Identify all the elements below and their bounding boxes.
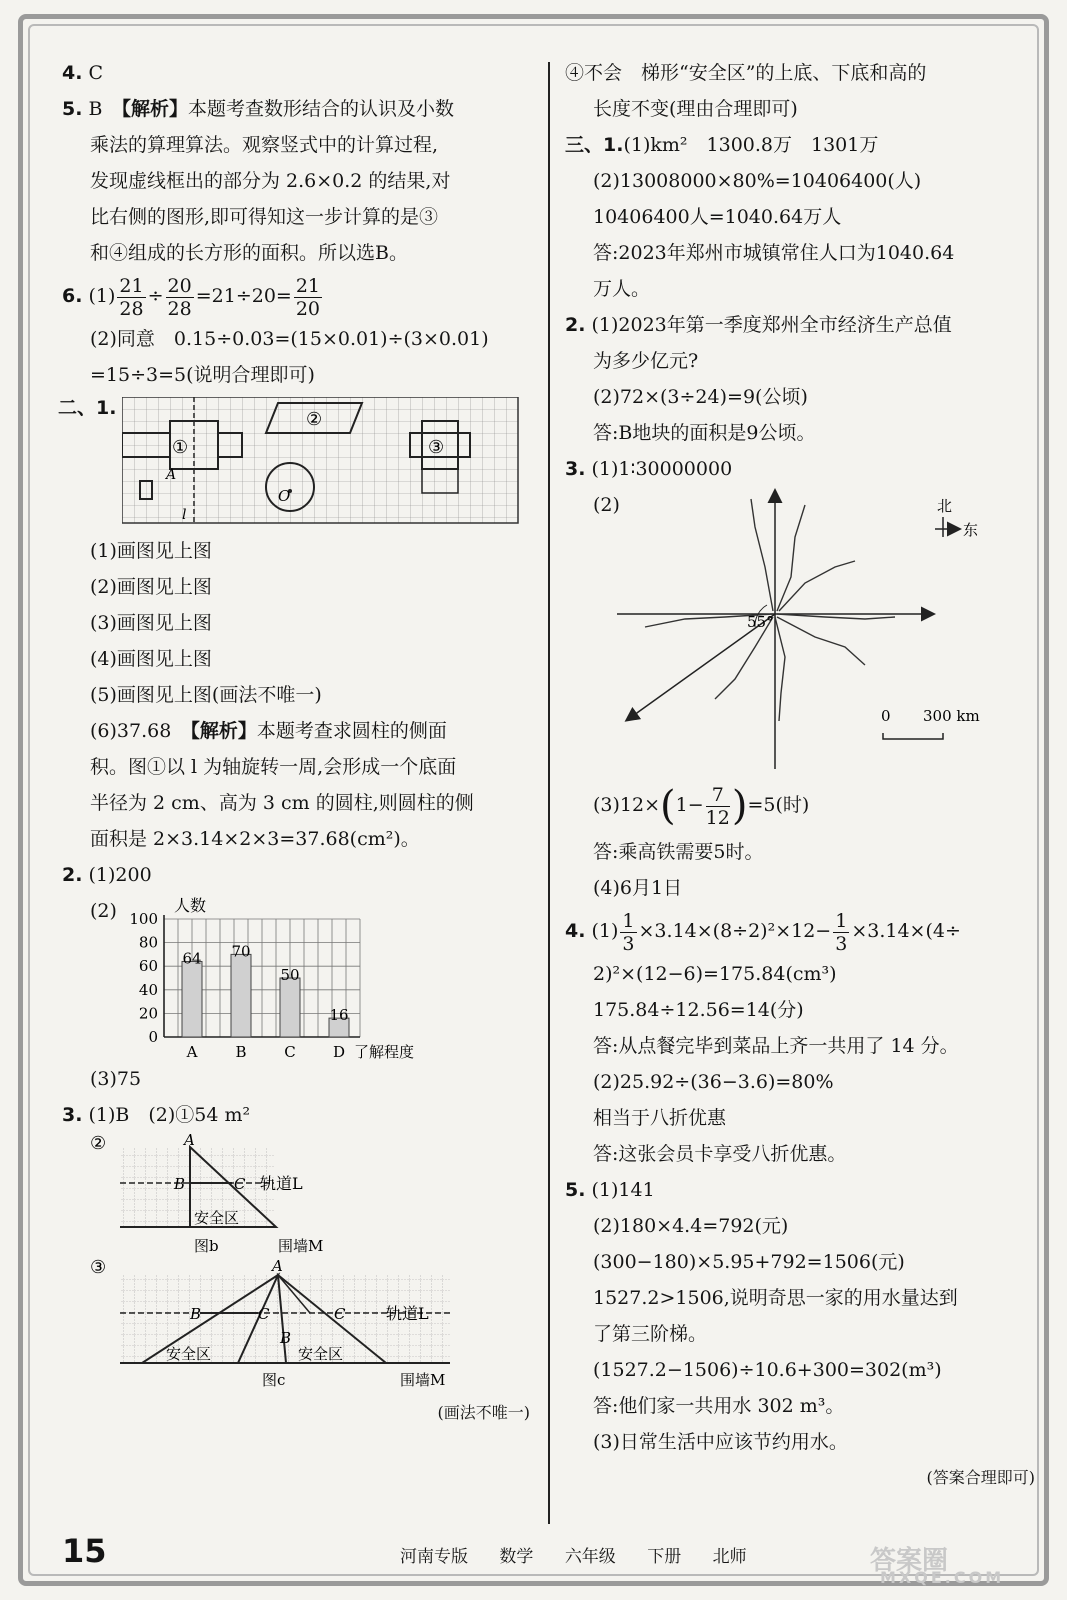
point-c-label: C bbox=[258, 1305, 270, 1323]
grade-label: 六年级 bbox=[564, 1547, 616, 1567]
point-b-label: B bbox=[174, 1175, 186, 1193]
page-number: 15 bbox=[62, 1532, 107, 1570]
y-tick-label: 100 bbox=[129, 910, 158, 928]
east-label: 东 bbox=[963, 521, 979, 539]
text: ×3.14×(4÷ bbox=[851, 920, 961, 942]
text-line: 半径为 2 cm、高为 3 cm 的圆柱,则圆柱的侧 bbox=[90, 792, 474, 814]
x-axis-label: 了解程度 bbox=[354, 1043, 415, 1061]
text-line: (2)画图见上图 bbox=[90, 576, 212, 598]
text-line: 答:他们家一共用水 302 m³。 bbox=[593, 1395, 845, 1417]
edition-label: 河南专版 bbox=[400, 1547, 468, 1567]
bar-value-label: 70 bbox=[231, 942, 251, 961]
text-line: 1527.2>1506,说明奇思一家的用水量达到 bbox=[593, 1287, 958, 1309]
answer-3-label: 3. bbox=[62, 1104, 83, 1126]
answer-label: 2. bbox=[565, 314, 586, 336]
watermark-url: MXQE.COM bbox=[880, 1568, 1005, 1587]
text-line: (1527.2−1506)÷10.6+300=302(m³) bbox=[593, 1359, 942, 1381]
figure-2-label: ② bbox=[306, 409, 323, 430]
x-tick-label: C bbox=[284, 1043, 296, 1061]
figure-b-caption: 图b bbox=[194, 1237, 219, 1255]
text-line: 答:乘高铁需要5时。 bbox=[593, 841, 764, 863]
grid-figure bbox=[122, 397, 522, 527]
text: =5(时) bbox=[747, 794, 810, 816]
section-3 bbox=[565, 127, 1035, 307]
text-line: (2)25.92÷(36−3.6)=80% bbox=[593, 1071, 834, 1093]
text-line: 本题考查数形结合的认识及小数 bbox=[188, 98, 455, 120]
answer-label: 3. bbox=[565, 458, 586, 480]
rail-map bbox=[605, 487, 1045, 777]
answer-2-label: 2. bbox=[62, 864, 83, 886]
answer-5: 5. B 【解析】本题考查数形结合的认识及小数 乘法的算理算法。观察竖式中的计算过程, 发现虚线框出的部分为 2.6×0.2 的结果,对 比右侧的图形,即可得知这一步计算的是③ 和④组成的长方形的面积。所以选B。 bbox=[62, 91, 530, 271]
answer-6: 6. (1) $\frac{21}{28}$ ÷ $\frac{20}{28}$ =21÷20= $\frac{21}{20}$ (2)同意 0.15÷0.03=(15×0.01)÷(3×0.01) =15÷3=5(说明合理即可) bbox=[62, 271, 530, 393]
text-line: =15÷3=5(说明合理即可) bbox=[90, 364, 315, 386]
text-line: (300−180)×5.95+792=1506(元) bbox=[593, 1251, 905, 1273]
text: =21÷20= bbox=[195, 285, 292, 307]
text-line: 相当于八折优惠 bbox=[593, 1107, 727, 1129]
safe-zone-label: 安全区 bbox=[194, 1209, 240, 1227]
bar bbox=[280, 978, 300, 1037]
wall-label: 围墙M bbox=[278, 1237, 324, 1255]
text-line: 10406400人=1040.64万人 bbox=[593, 206, 842, 228]
text-line: 答:这张会员卡享受八折优惠。 bbox=[593, 1143, 847, 1165]
text-line: (2)同意 0.15÷0.03=(15×0.01)÷(3×0.01) bbox=[90, 328, 489, 350]
text: (1) bbox=[88, 285, 116, 307]
text: 本题考查求圆柱的侧面 bbox=[256, 720, 447, 742]
text: (1)1∶30000000 bbox=[591, 458, 733, 480]
text-line: 积。图①以 l 为轴旋转一周,会形成一个底面 bbox=[90, 756, 457, 778]
bar-value-label: 64 bbox=[182, 949, 202, 968]
text-line: 2)²×(12−6)=175.84(cm³) bbox=[593, 963, 837, 985]
text: ÷ bbox=[147, 285, 164, 307]
subject-label: 数学 bbox=[499, 1547, 534, 1567]
text: (2) bbox=[593, 494, 620, 516]
term-label: 下册 bbox=[647, 1547, 682, 1567]
fraction: $\frac{21}{28}$ bbox=[119, 274, 144, 320]
answer-label: 5. bbox=[565, 1179, 586, 1201]
analysis-tag: 【解析】 bbox=[190, 720, 257, 742]
answer-4-value: C bbox=[88, 62, 104, 84]
answer-r3: 3. (1)1∶30000000 (2) 55° 北 东 0 300 km (3)12×(1− $\frac{7}{12}$ )=5(时) 答:乘高铁需要5时。 (4)6月1日 bbox=[565, 451, 1035, 906]
point-c-label: C bbox=[234, 1175, 246, 1193]
text: (2) bbox=[90, 900, 117, 922]
answer-label: 4. bbox=[565, 920, 586, 942]
figure-1-label: ① bbox=[172, 437, 189, 458]
bar bbox=[182, 961, 202, 1037]
text: (1)200 bbox=[88, 864, 152, 886]
text-line: 和④组成的长方形的面积。所以选B。 bbox=[90, 242, 408, 264]
text: (1)km² 1300.8万 1301万 bbox=[623, 134, 879, 156]
case-3-label: ③ bbox=[90, 1257, 107, 1278]
text-line: (3)日常生活中应该节约用水。 bbox=[593, 1431, 848, 1453]
text-line: (2)13008000×80%=10406400(人) bbox=[593, 170, 922, 192]
analysis-tag: 【解析】 bbox=[121, 98, 188, 120]
text-line: (3)画图见上图 bbox=[90, 612, 212, 634]
point-b-label: B bbox=[190, 1305, 202, 1323]
fraction: $\frac{21}{20}$ bbox=[295, 274, 321, 320]
y-tick-label: 60 bbox=[138, 957, 158, 976]
text-line: 长度不变(理由合理即可) bbox=[593, 98, 798, 120]
bar-chart bbox=[122, 893, 522, 1061]
fraction: $\frac{1}{3}$ bbox=[622, 909, 635, 955]
safe-zone-label: 安全区 bbox=[166, 1345, 212, 1363]
track-label: 轨道L bbox=[386, 1304, 429, 1323]
y-tick-label: 40 bbox=[138, 980, 158, 999]
text: (1)2023年第一季度郑州全市经济生产总值 bbox=[591, 314, 952, 336]
section-2 bbox=[58, 393, 530, 857]
text-line: 答:从点餐完毕到菜品上齐一共用了 14 分。 bbox=[593, 1035, 959, 1057]
text-line: 发现虚线框出的部分为 2.6×0.2 的结果,对 bbox=[90, 170, 451, 192]
scale-zero: 0 bbox=[881, 707, 891, 725]
watermark bbox=[870, 1540, 1040, 1590]
column-divider bbox=[548, 62, 550, 1524]
figure-b bbox=[90, 1133, 530, 1257]
note-text: (答案合理即可) bbox=[926, 1468, 1035, 1487]
left-column bbox=[58, 55, 530, 1431]
fraction: $\frac{7}{12}$ bbox=[705, 783, 730, 829]
north-label: 北 bbox=[937, 497, 953, 515]
book-info bbox=[400, 1542, 773, 1567]
answer-4: 4. C bbox=[62, 62, 104, 84]
text-line: 面积是 2×3.14×2×3=37.68(cm²)。 bbox=[90, 828, 420, 850]
bar bbox=[231, 954, 251, 1037]
text: (3)12× bbox=[593, 794, 661, 816]
fraction: $\frac{1}{3}$ bbox=[835, 909, 848, 955]
bar-value-label: 50 bbox=[280, 966, 300, 984]
note-text: (画法不唯一) bbox=[437, 1403, 530, 1422]
text-line: (2)72×(3÷24)=9(公顷) bbox=[593, 386, 808, 408]
x-tick-label: D bbox=[332, 1043, 346, 1061]
text-line: (2)180×4.4=792(元) bbox=[593, 1215, 789, 1237]
right-column bbox=[565, 55, 1035, 1496]
answer-5-value: B bbox=[88, 98, 103, 120]
wall-label: 围墙M bbox=[400, 1371, 446, 1389]
text-line: 为多少亿元? bbox=[593, 350, 699, 372]
point-b-label: B bbox=[280, 1329, 292, 1347]
fraction: $\frac{20}{28}$ bbox=[167, 274, 192, 320]
text-line: 了第三阶梯。 bbox=[593, 1323, 708, 1345]
text-line: (4)画图见上图 bbox=[90, 648, 212, 670]
figure-c-caption: 图c bbox=[262, 1371, 286, 1389]
publisher-label: 北师 bbox=[712, 1547, 747, 1567]
text: (1)141 bbox=[591, 1179, 655, 1201]
text-line: (3)75 bbox=[90, 1068, 142, 1090]
figure-3-label: ③ bbox=[428, 437, 445, 458]
y-tick-label: 20 bbox=[138, 1004, 158, 1023]
scale-label: 300 km bbox=[923, 707, 980, 725]
y-tick-label: 80 bbox=[138, 933, 158, 952]
text: ×3.14×(8÷2)²×12− bbox=[638, 920, 832, 942]
text: (1) bbox=[591, 920, 619, 942]
case-2-label: ② bbox=[90, 1133, 107, 1154]
answer-r5 bbox=[565, 1172, 1035, 1496]
text-line: 万人。 bbox=[593, 278, 651, 300]
bar-value-label: 16 bbox=[329, 1006, 349, 1025]
track-label: 轨道L bbox=[260, 1174, 303, 1193]
center-o-label: O bbox=[278, 487, 291, 505]
watermark-text: 答案圈 bbox=[870, 1546, 949, 1576]
text: (6)37.68 bbox=[90, 720, 172, 742]
text-line: 答:B地块的面积是9公顷。 bbox=[593, 422, 816, 444]
x-tick-label: A bbox=[186, 1043, 198, 1061]
figure-c bbox=[90, 1257, 530, 1395]
axis-l-label: l bbox=[182, 507, 187, 523]
answer-2 bbox=[62, 857, 530, 1097]
text: (1)B (2)①54 m² bbox=[88, 1104, 251, 1126]
answer-r4 bbox=[565, 906, 1035, 1172]
answer-r2 bbox=[565, 307, 1035, 451]
section-2-label: 二、1. bbox=[58, 397, 117, 419]
text-line: 175.84÷12.56=14(分) bbox=[593, 999, 804, 1021]
y-tick-label: 0 bbox=[148, 1028, 158, 1046]
point-c-label: C bbox=[334, 1305, 346, 1323]
text-line: 乘法的算理算法。观察竖式中的计算过程, bbox=[90, 134, 439, 156]
point-a-label: A bbox=[184, 1133, 195, 1149]
text-line: (5)画图见上图(画法不唯一) bbox=[90, 684, 322, 706]
safe-zone-label: 安全区 bbox=[298, 1345, 344, 1363]
text-line: 答:2023年郑州市城镇常住人口为1040.64 bbox=[593, 242, 955, 264]
text-line: (1)画图见上图 bbox=[90, 540, 212, 562]
y-axis-label: 人数 bbox=[174, 896, 207, 915]
text-line: ④不会 梯形“安全区”的上底、下底和高的 bbox=[565, 62, 927, 84]
point-a-label: A bbox=[166, 467, 177, 483]
angle-label: 55° bbox=[747, 613, 774, 631]
point-a-label: A bbox=[272, 1257, 283, 1275]
answer-3 bbox=[62, 1097, 530, 1431]
x-tick-label: B bbox=[235, 1043, 247, 1061]
text-line: (4)6月1日 bbox=[593, 877, 683, 899]
section-3-label: 三、1. bbox=[565, 134, 624, 156]
text-line: 比右侧的图形,即可得知这一步计算的是③ bbox=[90, 206, 439, 228]
